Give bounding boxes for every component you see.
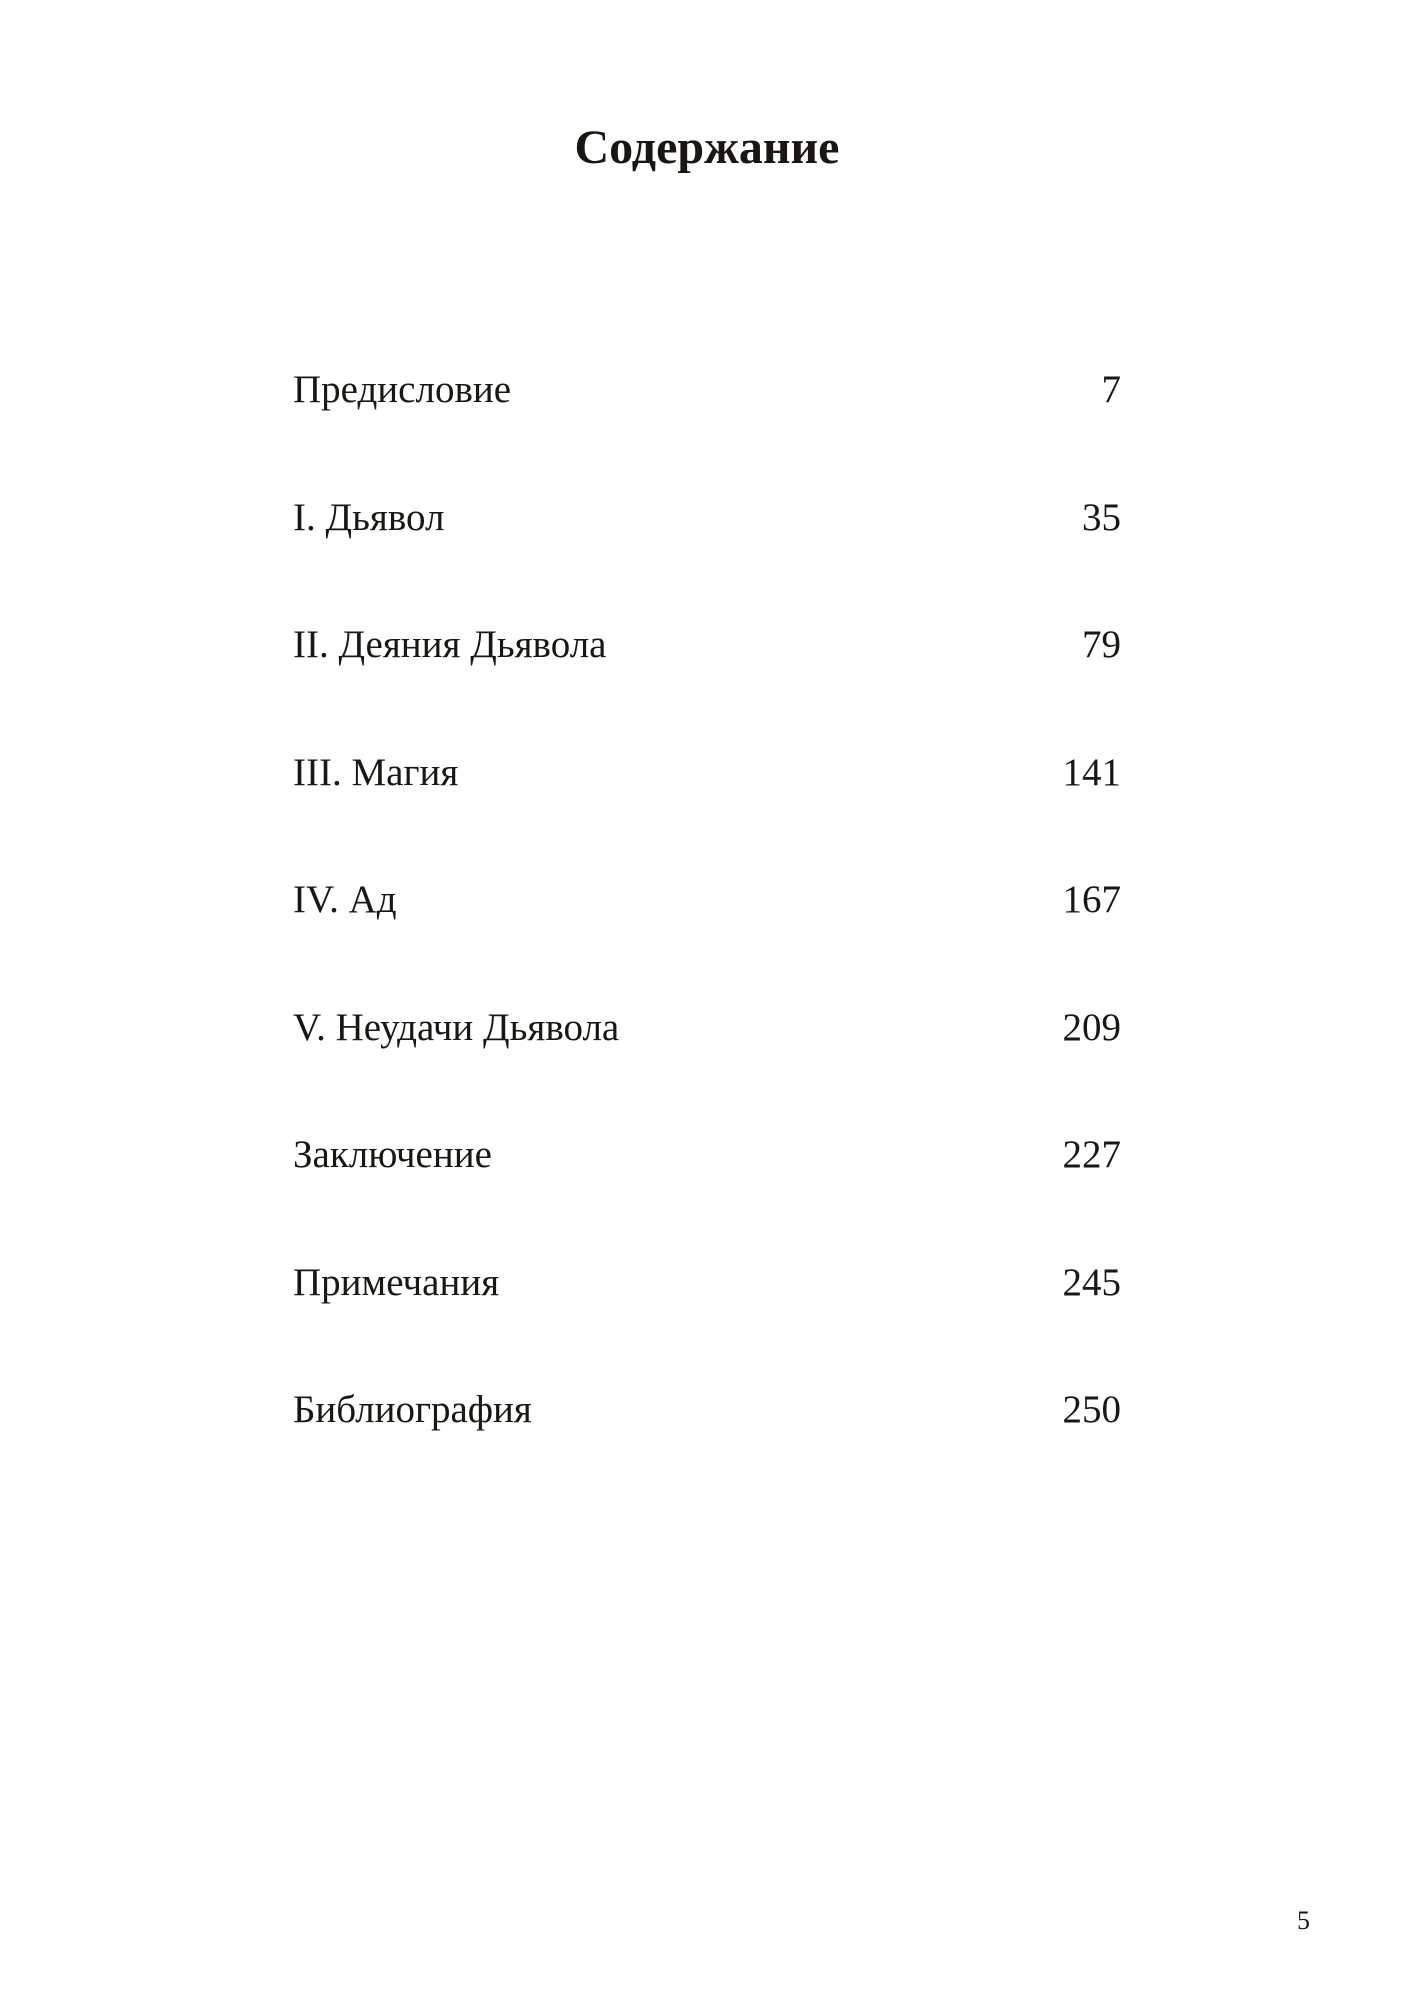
toc-entry-label: Заключение bbox=[293, 1133, 492, 1176]
toc-entry-conclusion bbox=[293, 1125, 1121, 1253]
toc-entry-label: IV. Ад bbox=[293, 878, 397, 921]
toc-entry-label: Примечания bbox=[293, 1260, 500, 1304]
toc-entry-page: 245 bbox=[1062, 1260, 1121, 1304]
page-number: 5 bbox=[1297, 1906, 1310, 1935]
toc-entry-page: 141 bbox=[1062, 750, 1121, 794]
toc-entry-chapter-3 bbox=[293, 743, 1121, 871]
toc-entry-page: 35 bbox=[1082, 495, 1121, 539]
page-title: Содержание bbox=[574, 121, 840, 174]
toc-entry-page: 7 bbox=[1101, 368, 1121, 411]
toc-entry-chapter-2 bbox=[293, 615, 1121, 743]
toc-entry-page: 227 bbox=[1062, 1133, 1121, 1176]
toc-entry-label: II. Деяния Дьявола bbox=[293, 623, 607, 666]
toc-entry-label: V. Неудачи Дьявола bbox=[293, 1005, 620, 1049]
toc-entry-notes bbox=[293, 1253, 1121, 1381]
toc-entry-page: 250 bbox=[1062, 1388, 1121, 1431]
toc-entry-label: Предисловие bbox=[293, 368, 512, 411]
table-of-contents bbox=[293, 360, 1121, 1508]
toc-entry-page: 167 bbox=[1062, 878, 1121, 921]
toc-entry-label: I. Дьявол bbox=[293, 495, 445, 539]
toc-entry-page: 79 bbox=[1082, 623, 1121, 666]
toc-entry-label: Библиография bbox=[293, 1388, 532, 1431]
toc-entry-preface bbox=[293, 360, 1121, 488]
toc-entry-chapter-5 bbox=[293, 998, 1121, 1126]
toc-entry-bibliography bbox=[293, 1380, 1121, 1508]
toc-entry-page: 209 bbox=[1062, 1005, 1121, 1049]
toc-entry-chapter-1 bbox=[293, 488, 1121, 616]
toc-entry-chapter-4 bbox=[293, 870, 1121, 998]
toc-entry-label: III. Магия bbox=[293, 750, 459, 794]
